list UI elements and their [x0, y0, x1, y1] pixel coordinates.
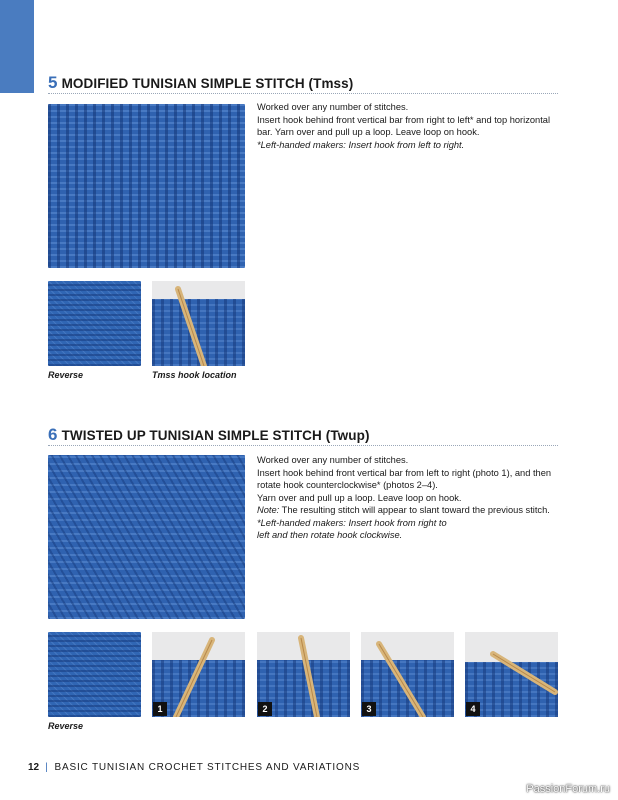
s5-reverse-caption: Reverse: [48, 370, 84, 380]
page-edge-tab: [0, 0, 34, 93]
page-number: 12: [28, 762, 40, 773]
tmss-hook-location-photo: [152, 281, 245, 366]
section-5-description: [257, 101, 562, 151]
crochet-hook-icon: [152, 281, 245, 366]
s5-hook-caption: Tmss hook location: [152, 370, 237, 380]
s6-line-1: Worked over any number of stitches.: [257, 455, 409, 465]
step-badge-2: 2: [258, 702, 272, 716]
step-badge-3: 3: [362, 702, 376, 716]
section-5-number: 5: [48, 73, 58, 92]
section-6-rule: [48, 445, 558, 446]
section-6-title: TWISTED UP TUNISIAN SIMPLE STITCH (Twup): [61, 428, 370, 443]
s6-note-text: The resulting stitch will appear to slant toward the previous stitch.: [279, 505, 550, 515]
section-6-description: [257, 454, 562, 542]
footer-separator: |: [45, 762, 49, 773]
s5-note: *Left-handed makers: Insert hook from left to right.: [257, 139, 465, 150]
section-6-number: 6: [48, 425, 58, 444]
twup-swatch-photo: [48, 455, 245, 619]
twup-step-photo-3: [361, 632, 454, 717]
step-badge-1: 1: [153, 702, 167, 716]
watermark: PassionForum.ru: [526, 783, 610, 795]
s6-note: [257, 504, 562, 517]
section-5-heading: [48, 73, 353, 93]
step-badge-4: 4: [466, 702, 480, 716]
s6-line-3: Yarn over and pull up a loop. Leave loop on hook.: [257, 492, 462, 503]
s6-reverse-caption: Reverse: [48, 721, 84, 731]
s6-lefthand-note: *Left-handed makers: Insert hook from right to left and then rotate hook clockwise.: [257, 517, 447, 540]
section-6-heading: [48, 425, 370, 445]
s5-line-1: Worked over any number of stitches.: [257, 102, 409, 112]
tmss-reverse-photo: [48, 281, 141, 366]
twup-reverse-photo: [48, 632, 141, 717]
s6-note-label: Note:: [257, 505, 280, 515]
s6-line-2: Insert hook behind front vertical bar from left to right (photo 1), and then rotate hook counterclockwise* (photos 2–4).: [257, 467, 552, 490]
page-footer: [28, 762, 360, 773]
s5-line-2: Insert hook behind front vertical bar from right to left* and top horizontal bar. Yarn over and pull up a loop. Leave loop on hook.: [257, 114, 551, 137]
section-5-rule: [48, 93, 558, 94]
twup-step-photo-1: [152, 632, 245, 717]
chapter-title: BASIC TUNISIAN CROCHET STITCHES AND VARIATIONS: [54, 762, 361, 773]
twup-step-photo-4: [465, 632, 558, 717]
twup-step-photo-2: [257, 632, 350, 717]
section-5-title: MODIFIED TUNISIAN SIMPLE STITCH (Tmss): [61, 76, 354, 91]
tmss-swatch-photo: [48, 104, 245, 268]
